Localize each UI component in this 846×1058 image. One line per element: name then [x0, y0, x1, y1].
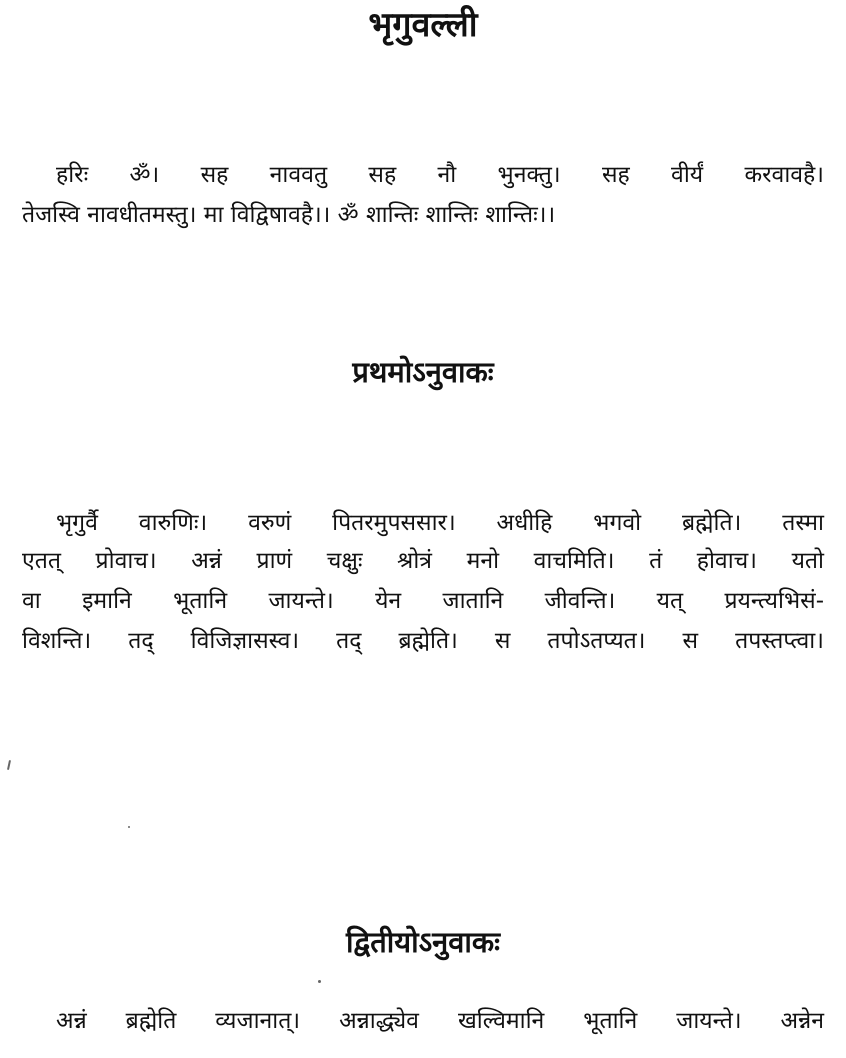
scan-speck — [318, 980, 321, 983]
section-1-heading: प्रथमोऽनुवाकः — [352, 355, 494, 389]
shanti-path-line-1: हरिः ॐ। सह नाववतु सह नौ भुनक्तु। सह वीर्यं करवावहै। — [56, 162, 824, 188]
shanti-path-line-2: तेजस्वि नावधीतमस्तु। मा विद्विषावहै।। ॐ शान्तिः शान्तिः शान्तिः।। — [22, 202, 556, 228]
scan-speck — [7, 760, 11, 770]
scan-speck — [128, 826, 130, 828]
section-2-heading: द्वितीयोऽनुवाकः — [346, 925, 500, 959]
section-2-line-1: अन्नं ब्रह्मेति व्यजानात्। अन्नाद्ध्येव खल्विमानि भूतानि जायन्ते। अन्नेन — [56, 1008, 824, 1034]
page-title: भृगुवल्ली — [368, 5, 478, 45]
section-1-line-1: भृगुर्वै वारुणिः। वरुणं पितरमुपससार। अधीहि भगवो ब्रह्मेति। तस्मा — [56, 510, 824, 536]
section-1-line-2: एतत् प्रोवाच। अन्नं प्राणं चक्षुः श्रोत्रं मनो वाचमिति। तं होवाच। यतो — [22, 548, 824, 574]
section-1-line-4: विशन्ति। तद् विजिज्ञासस्व। तद् ब्रह्मेति। स तपोऽतप्यत। स तपस्तप्त्वा। — [22, 628, 824, 654]
section-1-line-3: वा इमानि भूतानि जायन्ते। येन जातानि जीवन्ति। यत् प्रयन्त्यभिसं- — [22, 588, 824, 614]
